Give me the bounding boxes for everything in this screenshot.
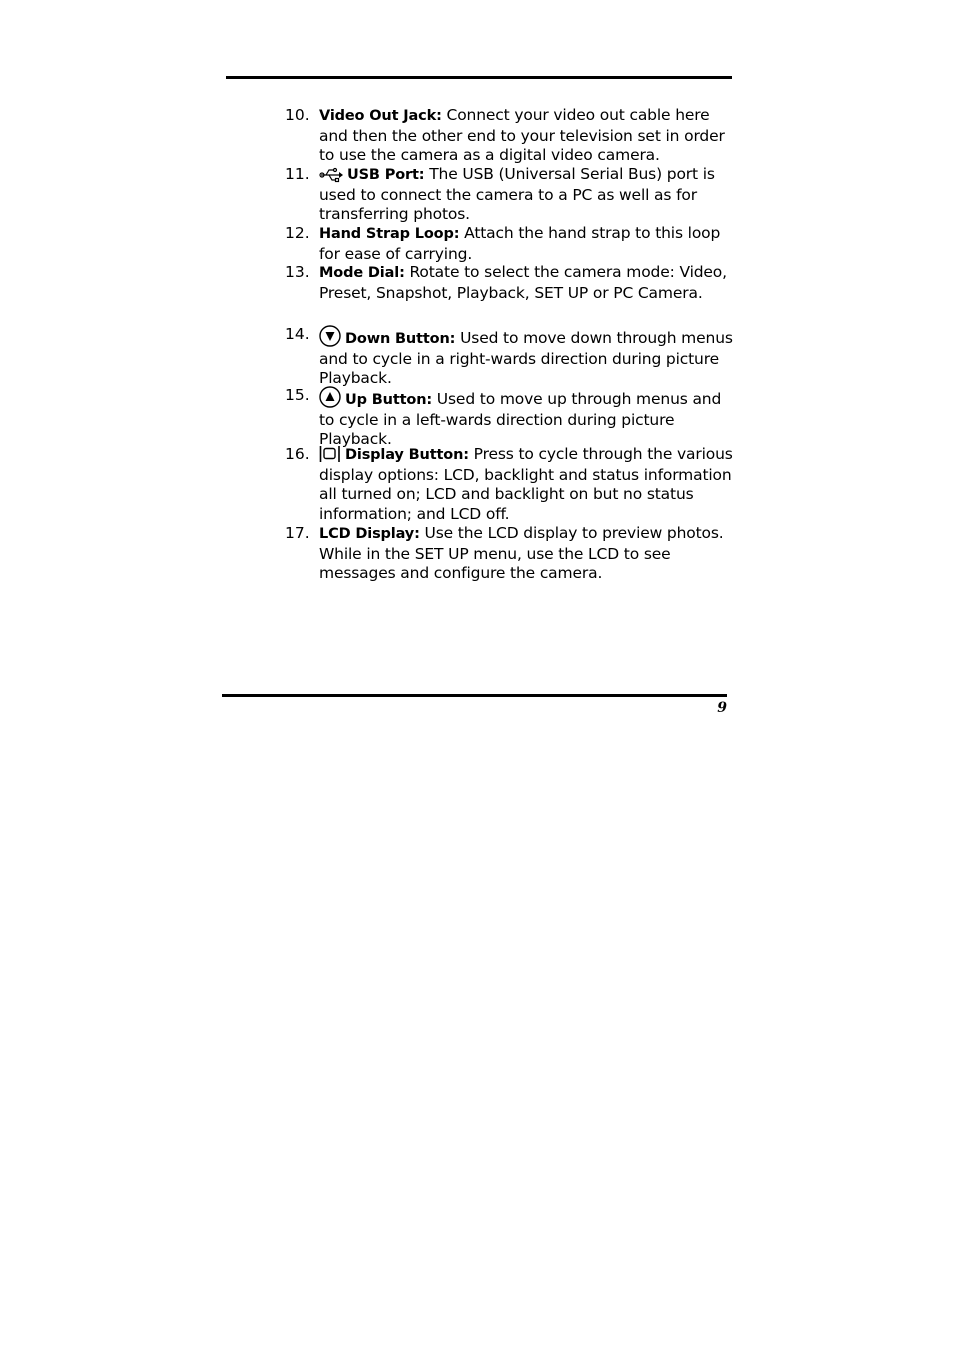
item-term: Display Button: [345,447,469,463]
up-arrow-circle-icon [319,386,341,408]
item-term: Hand Strap Loop: [319,226,460,242]
item-term: Up Button: [345,392,433,408]
page-number: 9 [717,700,727,716]
item-number: 13. [285,263,310,281]
item-number: 11. [285,165,310,183]
item-number: 15. [285,386,310,404]
item-text [319,224,734,264]
item-number: 17. [285,524,310,542]
item-number: 14. [285,325,310,343]
item-description: Press to cycle through the various display options: LCD, backlight and status information all turned on; LCD and backlight on but no status information; and LCD off. [319,445,733,524]
item-description: Attach the hand strap to this loop for ease of carrying. [319,224,721,263]
item-text [319,106,734,166]
item-term: Mode Dial: [319,265,405,281]
item-text [319,445,734,525]
item-term: Video Out Jack: [319,108,442,124]
item-text [319,325,734,389]
item-text [319,263,734,303]
usb-icon [319,167,343,183]
item-text [319,524,734,584]
item-description: Rotate to select the camera mode: Video, Preset, Snapshot, Playback, SET UP or PC Camera. [319,263,727,302]
header-rule [226,76,732,79]
item-term: Down Button: [345,331,456,347]
item-number: 10. [285,106,310,124]
item-term: USB Port: [347,167,425,183]
footer-rule [222,694,727,697]
down-arrow-circle-icon [319,325,341,347]
item-number: 16. [285,445,310,463]
item-number: 12. [285,224,310,242]
display-icon [319,445,341,463]
item-text [319,165,734,225]
item-description: The USB (Universal Serial Bus) port is used to connect the camera to a PC as well as for transferring photos. [319,165,715,224]
item-description: Used to move up through menus and to cycle in a left-wards direction during picture Playback. [319,390,722,449]
item-description: Used to move down through menus and to cycle in a right-wards direction during picture Playback. [319,329,733,388]
item-description: Use the LCD display to preview photos. While in the SET UP menu, use the LCD to see messages and configure the camera. [319,524,724,583]
item-term: LCD Display: [319,526,420,542]
item-text [319,386,734,450]
item-description: Connect your video out cable here and then the other end to your television set in order to use the camera as a digital video camera. [319,106,725,165]
